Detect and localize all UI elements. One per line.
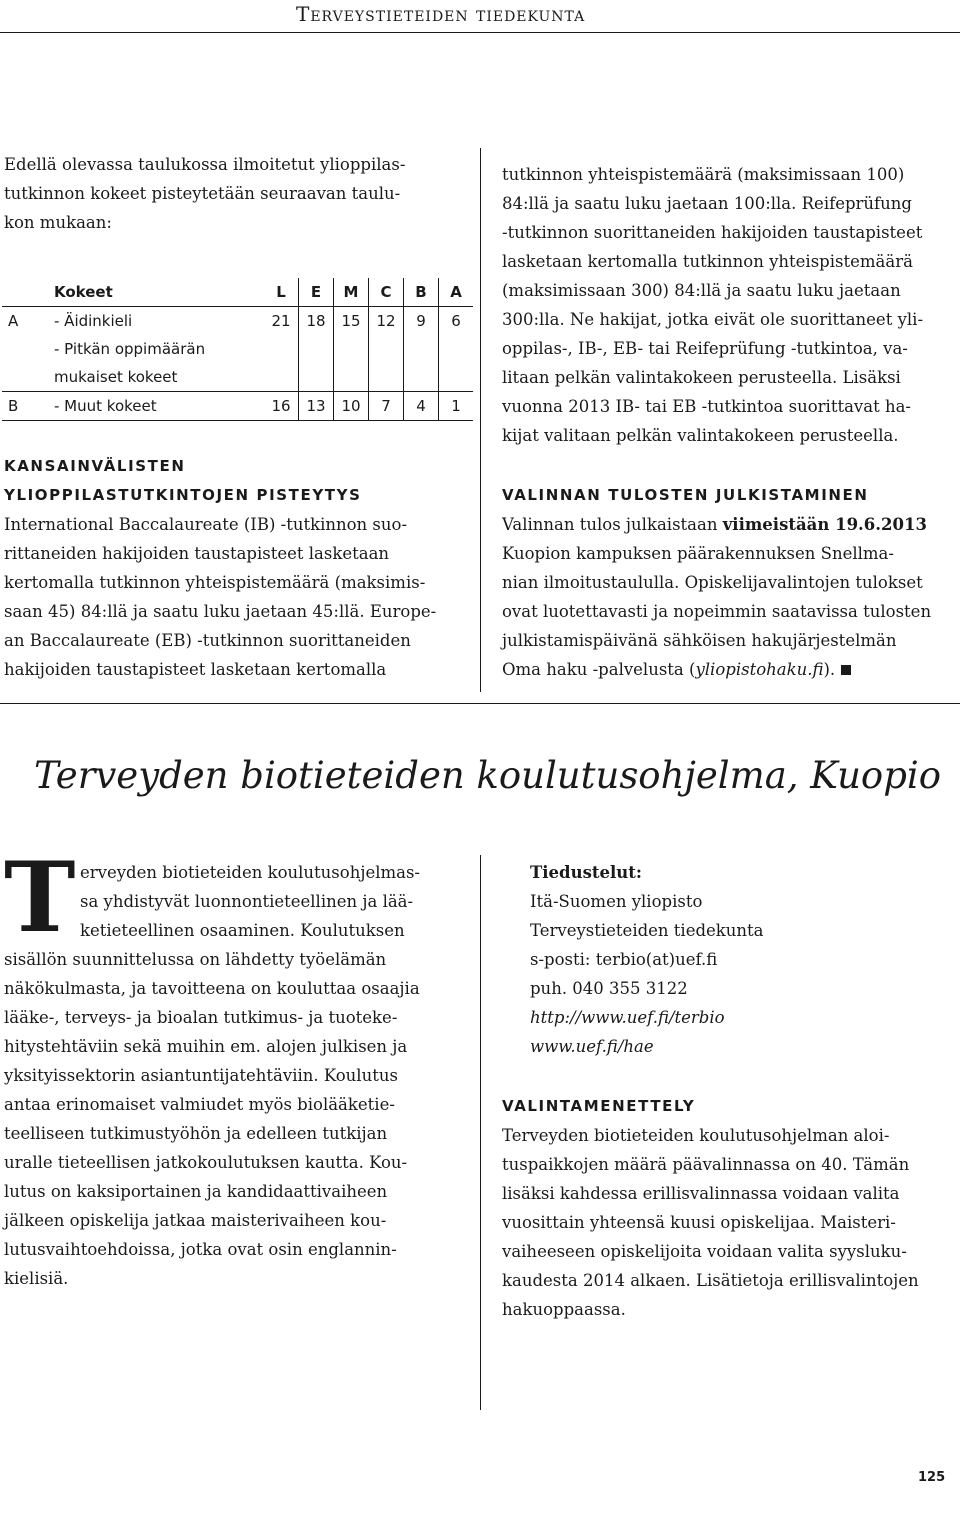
intl-line: kertomalla tutkinnon yhteispistemäärä (maksimis- <box>4 573 426 592</box>
right-line: 84:llä ja saatu luku jaetaan 100:lla. Reifeprüfung <box>502 194 912 213</box>
table-cell <box>439 363 474 392</box>
contact-block <box>530 858 950 1061</box>
header-cell: M <box>334 278 369 307</box>
program-line: lutus on kaksiportainen ja kandidaattivaiheen <box>4 1182 388 1201</box>
header-cell: B <box>404 278 439 307</box>
running-head-rule <box>0 32 960 33</box>
right-line: tutkinnon yhteispistemäärä (maksimissaan 100) <box>502 165 905 184</box>
intl-line: an Baccalaureate (EB) -tutkinnon suorittaneiden <box>4 631 411 650</box>
program-line: lutusvaihtoehdoissa, jotka ovat osin englannin- <box>4 1240 397 1259</box>
selection-heading: VALINTAMENETTELY <box>502 1097 696 1115</box>
intl-line: rittaneiden hakijoiden taustapisteet lasketaan <box>4 544 390 563</box>
header-cell <box>2 278 46 307</box>
intro-line: Edellä olevassa taulukossa ilmoitetut ylioppilas- <box>4 155 406 174</box>
contact-line: Terveystieteiden tiedekunta <box>530 921 764 940</box>
table-row <box>2 307 473 336</box>
table-cell <box>404 335 439 363</box>
program-line: jälkeen opiskelija jatkaa maisterivaiheen kou- <box>4 1211 387 1230</box>
table-cell <box>264 335 299 363</box>
program-line: sa yhdistyvät luonnontieteellinen ja lää- <box>80 892 414 911</box>
header-cell: Kokeet <box>46 278 264 307</box>
contact-link[interactable]: http://www.uef.fi/terbio <box>530 1008 725 1027</box>
table-cell: A <box>8 312 19 330</box>
table-cell <box>299 363 334 392</box>
table-cell <box>334 363 369 392</box>
page-number: 125 <box>918 1470 946 1485</box>
table-cell: 1 <box>439 392 474 421</box>
selection-line: vuosittain yhteensä kuusi opiskelijaa. Maisteri- <box>502 1213 896 1232</box>
table-cell: 15 <box>334 307 369 336</box>
table-cell <box>334 335 369 363</box>
table-cell: - Muut kokeet <box>46 392 264 421</box>
results-date: viimeistään 19.6.2013 <box>722 515 927 534</box>
selection-line: kaudesta 2014 alkaen. Lisätietoja erillisvalintojen <box>502 1271 919 1290</box>
table-cell: B <box>2 392 46 421</box>
contact-email: s-posti: terbio(at)uef.fi <box>530 950 718 969</box>
table-cell <box>439 335 474 363</box>
results-line: Kuopion kampuksen päärakennuksen Snellma- <box>502 544 894 563</box>
program-line: hitystehtäviin sekä muihin em. alojen julkisen ja <box>4 1037 408 1056</box>
program-line: ketieteellinen osaaminen. Koulutuksen <box>80 921 405 940</box>
right-line: oppilas-, IB-, EB- tai Reifeprüfung -tutkintoa, va- <box>502 339 908 358</box>
right-line: kijat valitaan pelkän valintakokeen perusteella. <box>502 426 899 445</box>
table-cell: 9 <box>404 307 439 336</box>
table-cell <box>299 335 334 363</box>
header-cell: A <box>439 278 474 307</box>
results-heading: VALINNAN TULOSTEN JULKISTAMINEN <box>502 486 869 504</box>
results-text: ). <box>823 660 836 679</box>
intl-line: hakijoiden taustapisteet lasketaan kertomalla <box>4 660 387 679</box>
table-row <box>2 392 473 421</box>
intl-paragraph <box>4 510 464 684</box>
table-cell <box>404 363 439 392</box>
program-line: antaa erinomaiset valmiudet myös biolääketie- <box>4 1095 395 1114</box>
selection-line: lisäksi kahdessa erillisvalinnassa voidaan valita <box>502 1184 900 1203</box>
program-paragraph <box>4 945 470 1293</box>
contact-phone: puh. 040 355 3122 <box>530 979 688 998</box>
right-line: 300:lla. Ne hakijat, jotka eivät ole suorittaneet yli- <box>502 310 924 329</box>
section-divider <box>0 703 960 704</box>
table-cell <box>264 363 299 392</box>
intro-line: tutkinnon kokeet pisteytetään seuraavan taulu- <box>4 184 401 203</box>
intro-line: kon mukaan: <box>4 213 112 232</box>
header-cell: E <box>299 278 334 307</box>
program-line: kielisiä. <box>4 1269 69 1288</box>
intl-line: International Baccalaureate (IB) -tutkinnon suo- <box>4 515 408 534</box>
table-cell <box>369 335 404 363</box>
program-line: sisällön suunnittelussa on lähdetty työelämän <box>4 950 387 969</box>
program-line: yksityissektorin asiantuntijatehtäviin. Koulutus <box>4 1066 398 1085</box>
results-link[interactable]: yliopistohaku.fi <box>695 660 824 679</box>
table-cell: 6 <box>439 307 474 336</box>
contact-heading: Tiedustelut: <box>530 863 642 882</box>
program-line: teelliseen tutkimustyöhön ja edelleen tutkijan <box>4 1124 388 1143</box>
selection-line: tuspaikkojen määrä päävalinnassa on 40. Tämän <box>502 1155 910 1174</box>
column-divider-lower <box>480 855 481 1410</box>
score-table-header <box>2 278 473 307</box>
program-line: lääke-, terveys- ja bioalan tutkimus- ja tuoteke- <box>4 1008 398 1027</box>
results-line: ovat luotettavasti ja nopeimmin saatavissa tulosten <box>502 602 932 621</box>
intl-heading-line: KANSAINVÄLISTEN <box>4 457 186 475</box>
program-line: uralle tieteellisen jatkokoulutuksen kautta. Kou- <box>4 1153 408 1172</box>
table-cell: 4 <box>404 392 439 421</box>
table-cell <box>369 363 404 392</box>
intl-heading-line: YLIOPPILASTUTKINTOJEN PISTEYTYS <box>4 486 362 504</box>
table-cell <box>2 363 46 392</box>
contact-line: Itä-Suomen yliopisto <box>530 892 703 911</box>
table-cell: mukaiset kokeet <box>54 368 178 386</box>
results-paragraph <box>502 510 957 684</box>
intro-paragraph <box>4 150 464 237</box>
column-divider <box>480 148 481 692</box>
right-line: lasketaan kertomalla tutkinnon yhteispistemäärä <box>502 252 913 271</box>
end-square-icon <box>841 665 851 675</box>
table-row <box>2 363 473 392</box>
program-line: erveyden biotieteiden koulutusohjelmas- <box>80 863 421 882</box>
program-intro-lines <box>80 858 470 945</box>
selection-line: hakuoppaassa. <box>502 1300 626 1319</box>
running-head <box>0 0 960 34</box>
intl-line: saan 45) 84:llä ja saatu luku jaetaan 45:llä. Europe- <box>4 602 437 621</box>
ib-continued-paragraph <box>502 160 957 450</box>
table-cell: - Äidinkieli <box>54 312 133 330</box>
table-cell: - Pitkän oppimäärän <box>54 340 206 358</box>
right-line: vuonna 2013 IB- tai EB -tutkintoa suorittavat ha- <box>502 397 912 416</box>
results-text: Oma haku -palvelusta ( <box>502 660 696 679</box>
score-table <box>2 278 473 421</box>
program-title: Terveyden biotieteiden koulutusohjelma, Kuopio <box>34 754 942 797</box>
program-line: näkökulmasta, ja tavoitteena on kouluttaa osaajia <box>4 979 420 998</box>
dropcap: T <box>4 841 76 954</box>
running-head-title: Terveystieteiden tiedekunta <box>296 2 586 26</box>
table-cell: 10 <box>334 392 369 421</box>
right-line: -tutkinnon suorittaneiden hakijoiden taustapisteet <box>502 223 923 242</box>
table-row <box>2 335 473 363</box>
results-line <box>502 655 957 684</box>
table-cell <box>2 335 46 363</box>
header-cell: C <box>369 278 404 307</box>
header-cell: L <box>264 278 299 307</box>
selection-paragraph <box>502 1121 957 1324</box>
table-cell: 18 <box>299 307 334 336</box>
results-line: julkistamispäivänä sähköisen hakujärjestelmän <box>502 631 897 650</box>
table-cell: 21 <box>271 312 291 330</box>
table-cell: 16 <box>264 392 299 421</box>
table-cell: 13 <box>299 392 334 421</box>
results-line <box>502 510 957 539</box>
intl-heading <box>4 452 362 510</box>
table-cell: 7 <box>369 392 404 421</box>
contact-link[interactable]: www.uef.fi/hae <box>530 1037 654 1056</box>
selection-line: vaiheeseen opiskelijoita voidaan valita syysluku- <box>502 1242 907 1261</box>
right-line: litaan pelkän valintakokeen perusteella. Lisäksi <box>502 368 901 387</box>
results-text: Valinnan tulos julkaistaan <box>502 515 723 534</box>
table-cell: 12 <box>369 307 404 336</box>
right-line: (maksimissaan 300) 84:llä ja saatu luku jaetaan <box>502 281 901 300</box>
results-line: nian ilmoitustaululla. Opiskelijavalintojen tulokset <box>502 573 923 592</box>
selection-line: Terveyden biotieteiden koulutusohjelman aloi- <box>502 1126 890 1145</box>
